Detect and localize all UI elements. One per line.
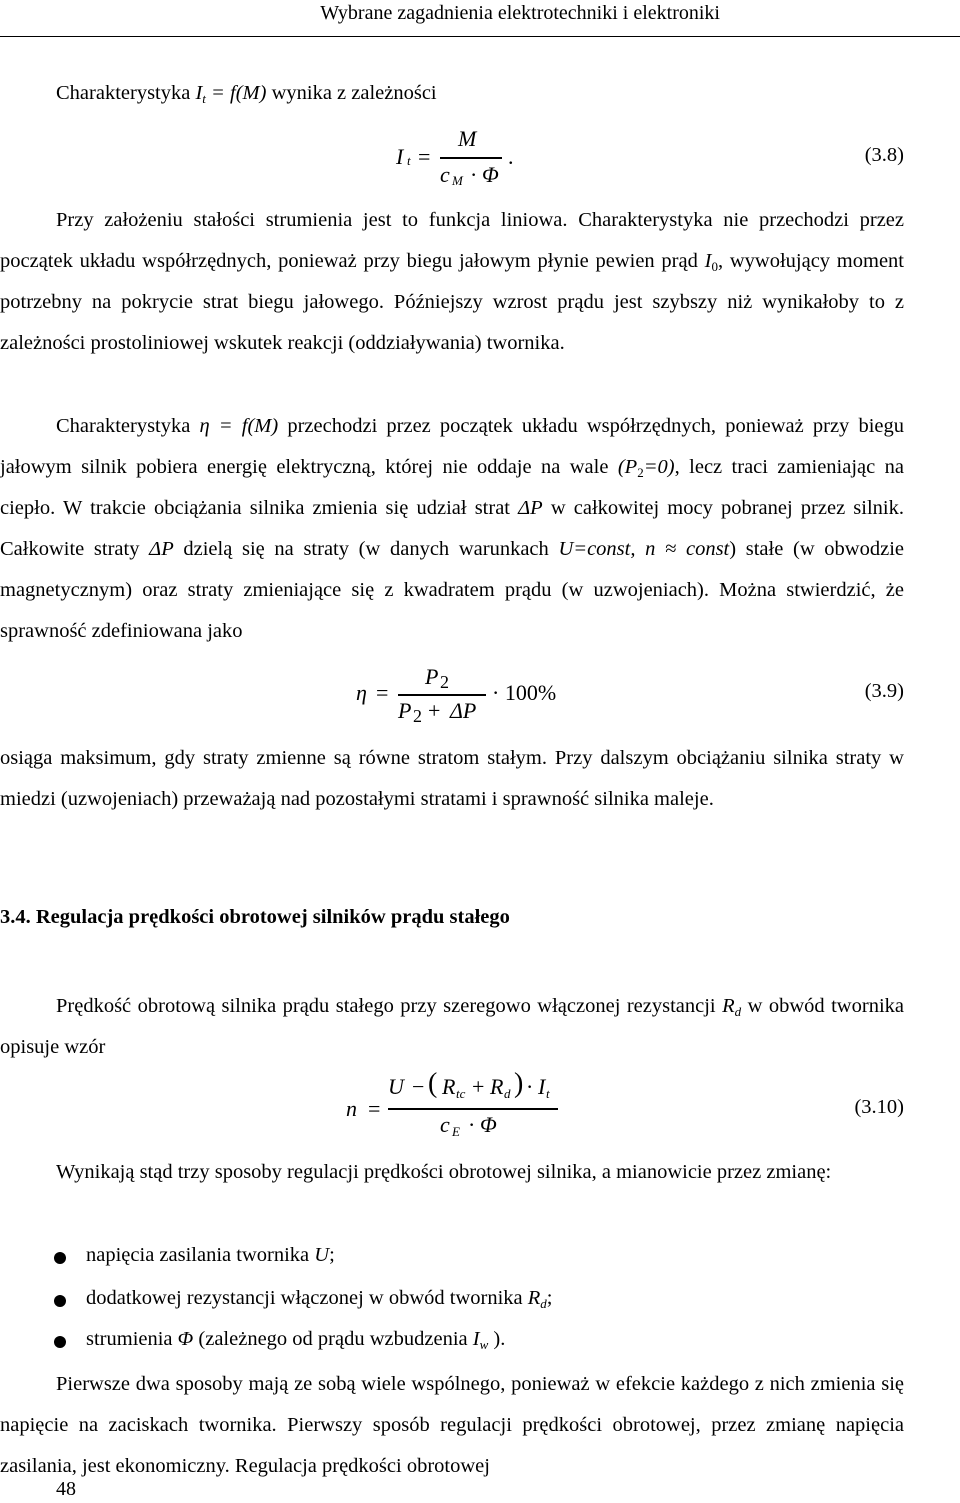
paragraph-economy: Pierwsze dwa sposoby mają ze sobą wiele wspólnego, ponieważ w efekcie każdego z nich zmienia się napięcie na zaciskach twornika. Pierwszy sposób regulacji prędkości obrotowej, przez zmianę napięcia zasilania, jest ekonomiczny. Regulacja prędkości obrotowej xyxy=(0,1373,904,1477)
paragraph-efficiency: Charakterystyka η = f(M) przechodzi przez początek układu współrzędnych, ponieważ przy biegu jałowym silnik pobiera energię elektryczną, której nie oddaje na wale $(P_2=0)$, lecz traci zamieniając na ciepło. W trakcie obciążania silnika zmienia się udział strat ΔP w całkowitej mocy pobranej przez silnik. Całkowite straty ΔP dzielą się na straty (w danych warunkach U=const, n ≈ const) stałe (w obwodzie magnetycznym) oraz straty zmieniające się z kwadratem prądu (w uzwojeniach). Można stwierdzić, że sprawność zdefiniowana jako xyxy=(0,415,904,642)
section-heading: 3.4. Regulacja prędkości obrotowej silników prądu stałego xyxy=(0,906,510,928)
page-number: 48 xyxy=(56,1478,76,1500)
bullet-icon xyxy=(54,1336,66,1348)
bullet-icon xyxy=(54,1252,66,1264)
paragraph-speed: Prędkość obrotową silnika prądu stałego przy szeregowo włączonej rezystancji $R_d$ w obwód twornika opisuje wzór xyxy=(0,995,904,1058)
running-header: Wybrane zagadnienia elektrotechniki i elektroniki xyxy=(320,2,720,24)
bullet-icon xyxy=(54,1295,66,1307)
paragraph-linear: Przy założeniu stałości strumienia jest to funkcja liniowa. Charakterystyka nie przechodzi przez początek układu współrzędnych, ponieważ przy biegu jałowym płynie pewien prąd $I_0$, wywołujący moment potrzebny na pokrycie strat biegu jałowego. Późniejszy wzrost prądu jest szybszy niż wynikałoby to z zależności prostoliniowej wskutek reakcji (oddziaływania) twornika. xyxy=(0,209,904,354)
paragraph-intro: Charakterystyka $I_t = f(M)$ wynika z zależności xyxy=(56,82,437,106)
header-rule xyxy=(0,36,960,37)
paragraph-methods: Wynikają stąd trzy sposoby regulacji prędkości obrotowej silnika, a mianowicie przez zmianę: xyxy=(56,1161,832,1183)
document-page: Wybrane zagadnienia elektrotechniki i elektroniki Charakterystyka $I_t = f(M)$ wynika z zależności I t = M c M · Φ . (3.8) Przy założeniu stałości strumienia jest to funkcja liniowa. Charakterystyka nie przechodzi przez początek układu współrzędnych, ponieważ przy biegu jałowym płynie pewien prąd $I_0$, wywołujący moment potrzebny na pokrycie strat biegu jałowego. Późniejszy wzrost prądu jest szybszy niż wynikałoby to z zależności prostoliniowej wskutek reakcji (oddziaływania) twornika. Charakterystyka η = f(M) przechodzi przez początek układu współrzędnych, ponieważ przy biegu jałowym silnik pobiera energię elektryczną, której nie oddaje na wale $(P_2=0)$, lecz traci zamieniając na ciepło. W trakcie obciążania silnika zmienia się udział strat ΔP w całkowitej mocy pobranej przez silnik. Całkowite straty ΔP dzielą się na straty (w danych warunkach U=const, n ≈ const) stałe (w obwodzie magnetycznym) oraz straty zmieniające się z kwadratem prądu (w uzwojeniach). Można stwierdzić, że sprawność zdefiniowana jako η = P 2 P 2 + ΔP · 100% (3.9) osiąga maksimum, gdy straty zmienne są równe stratom stałym. Przy dalszym obciążaniu silnika straty w miedzi (uzwojeniach) przeważają nad pozostałymi stratami i sprawność silnika maleje. 3.4. Regulacja prędkości obrotowej silników prądu stałego Prędkość obrotową silnika prądu stałego przy szeregowo włączonej rezystancji $R_d$ w obwód twornika opisuje wzór n = U − ( R tc + R d ) · I t c E · Φ (3.10) Wynikają stąd trzy sposoby regulacji prędkości obrotowej silnika, a mianowicie przez zmianę: napięcia zasilania twornika U; dodatkowej rezystancji włączonej w obwód twornika $R_d$; strumienia Φ (zależnego od prądu wzbudzenia $I_w$ ). Pierwsze dwa sposoby mają ze sobą wiele wspólnego, ponieważ w efekcie każdego z nich zmienia się napięcie na zaciskach twornika. Pierwszy sposób regulacji prędkości obrotowej, przez zmianę napięcia zasilania, jest ekonomiczny. Regulacja prędkości obrotowej 48 xyxy=(0,0,960,1503)
paragraph-maximum: osiąga maksimum, gdy straty zmienne są równe stratom stałym. Przy dalszym obciążaniu silnika straty w miedzi (uzwojeniach) przeważają nad pozostałymi stratami i sprawność silnika maleje. xyxy=(0,747,904,810)
